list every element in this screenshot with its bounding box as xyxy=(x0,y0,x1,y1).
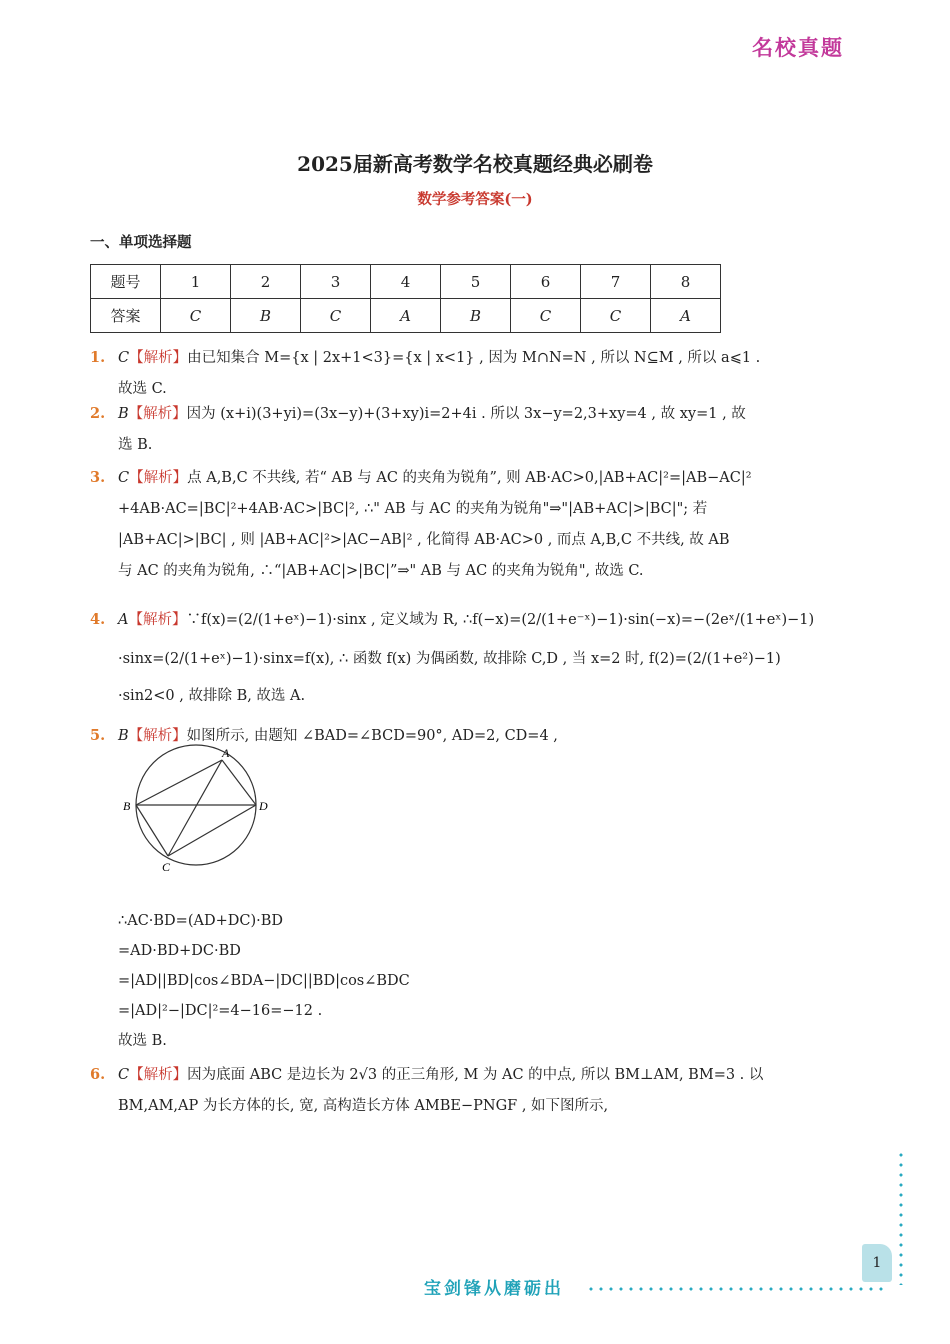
label-d: D xyxy=(259,799,268,813)
label-b: B xyxy=(123,799,131,813)
label-c: C xyxy=(162,860,171,874)
section-heading: 一、单项选择题 xyxy=(90,234,192,251)
solution-text: +4AB·AC=|BC|²+4AB·AC>|BC|², ∴" AB 与 AC 的夹角为锐角"⇒"|AB+AC|>|BC|"; 若 xyxy=(118,501,708,517)
question-number: 3. xyxy=(90,469,106,486)
table-cell: A xyxy=(371,299,441,333)
solution-text: ·sinx=(2/(1+eˣ)−1)·sinx=f(x), ∴ 函数 f(x) 为偶函数, 故排除 C,D , 当 x=2 时, f(2)=(2/(1+e²)−1) xyxy=(118,651,781,667)
solution-text: ·sin2<0 , 故排除 B, 故选 A. xyxy=(118,688,306,704)
question-number: 1. xyxy=(90,349,106,366)
derivation-line: =|AD|²−|DC|²=4−16=−12 . xyxy=(118,1003,323,1019)
solution-3 xyxy=(90,462,860,587)
solution-text: ∵f(x)=(2/(1+eˣ)−1)·sinx , 定义域为 R, ∴f(−x)=(2/(1+e⁻ˣ)−1)·sin(−x)=−(2eˣ/(1+eˣ)−1) xyxy=(186,612,815,628)
solution-text: 故选 C. xyxy=(118,381,167,397)
question-number: 5. xyxy=(90,727,106,744)
doc-subtitle: 数学参考答案(一) xyxy=(417,191,533,208)
table-cell: 8 xyxy=(651,265,721,299)
table-row xyxy=(91,265,721,299)
table-cell: B xyxy=(231,299,301,333)
segment-ad xyxy=(222,760,256,805)
table-cell: 3 xyxy=(301,265,371,299)
answer-letter: B xyxy=(118,728,129,744)
derivation-line: 故选 B. xyxy=(118,1033,167,1049)
table-cell: 答案 xyxy=(91,299,161,333)
solution-text: |AB+AC|>|BC| , 则 |AB+AC|²>|AC−AB|² , 化简得 AB·AC>0 , 而点 A,B,C 不共线, 故 AB xyxy=(118,532,730,548)
derivation-line: =|AD||BD|cos∠BDA−|DC||BD|cos∠BDC xyxy=(118,973,410,989)
q5-derivation xyxy=(118,906,410,1056)
header-tag: 名校真题 xyxy=(752,35,844,60)
analysis-label: 【解析】 xyxy=(128,406,187,422)
answer-letter: C xyxy=(118,1067,130,1083)
circle-quadrilateral-figure xyxy=(118,746,268,875)
table-cell: 2 xyxy=(231,265,301,299)
solution-text: 与 AC 的夹角为锐角, ∴“|AB+AC|>|BC|”⇒" AB 与 AC 的夹角为锐角", 故选 C. xyxy=(118,563,644,579)
table-cell: C xyxy=(511,299,581,333)
solution-text: 如图所示, 由题知 ∠BAD=∠BCD=90°, AD=2, CD=4 , xyxy=(186,728,558,744)
analysis-label: 【解析】 xyxy=(129,1067,188,1083)
solution-text: 点 A,B,C 不共线, 若“ AB 与 AC 的夹角为锐角”, 则 AB·AC>0,|AB+AC|²=|AB−AC|² xyxy=(187,470,752,486)
solution-text: 因为 (x+i)(3+yi)=(3x−y)+(3+xy)i=2+4i . 所以 3x−y=2,3+xy=4 , 故 xy=1 , 故 xyxy=(186,406,746,422)
answer-letter: A xyxy=(118,612,129,628)
answer-table xyxy=(90,264,721,333)
table-cell: C xyxy=(161,299,231,333)
answer-letter: B xyxy=(118,406,129,422)
analysis-label: 【解析】 xyxy=(128,728,187,744)
table-row xyxy=(91,299,721,333)
question-number: 4. xyxy=(90,611,106,628)
solution-text: 因为底面 ABC 是边长为 2√3 的正三角形, M 为 AC 的中点, 所以 BM⊥AM, BM=3 . 以 xyxy=(187,1067,764,1083)
segment-cd xyxy=(168,805,256,856)
solution-6 xyxy=(90,1059,860,1122)
table-cell: C xyxy=(301,299,371,333)
table-cell: 6 xyxy=(511,265,581,299)
table-cell: 题号 xyxy=(91,265,161,299)
answer-letter: C xyxy=(118,350,130,366)
question-number: 2. xyxy=(90,405,106,422)
table-cell: 4 xyxy=(371,265,441,299)
solution-2 xyxy=(90,398,860,461)
decorative-dots-vertical xyxy=(898,1150,904,1285)
table-cell: B xyxy=(441,299,511,333)
table-cell: C xyxy=(581,299,651,333)
derivation-line: ∴AC·BD=(AD+DC)·BD xyxy=(118,913,284,929)
page-number: 1 xyxy=(862,1244,892,1282)
table-cell: 1 xyxy=(161,265,231,299)
derivation-line: =AD·BD+DC·BD xyxy=(118,943,241,959)
solution-text: 选 B. xyxy=(118,437,153,453)
doc-title: 2025届新高考数学名校真题经典必刷卷 xyxy=(297,152,653,176)
footer-motto: 宝剑锋从磨砺出 xyxy=(424,1279,564,1299)
solution-text: 由已知集合 M={x | 2x+1<3}={x | x<1} , 因为 M∩N=N , 所以 N⊆M , 所以 a⩽1 . xyxy=(187,350,761,366)
solution-1 xyxy=(90,342,860,405)
solution-4 xyxy=(90,604,860,712)
label-a: A xyxy=(222,746,230,760)
analysis-label: 【解析】 xyxy=(129,470,188,486)
table-cell: 5 xyxy=(441,265,511,299)
segment-bc xyxy=(136,805,168,856)
answer-letter: C xyxy=(118,470,130,486)
question-number: 6. xyxy=(90,1066,106,1083)
table-cell: A xyxy=(651,299,721,333)
table-cell: 7 xyxy=(581,265,651,299)
solution-5 xyxy=(90,720,860,752)
analysis-label: 【解析】 xyxy=(129,350,188,366)
analysis-label: 【解析】 xyxy=(128,612,187,628)
decorative-dots-horizontal xyxy=(586,1287,886,1291)
solution-text: BM,AM,AP 为长方体的长, 宽, 高构造长方体 AMBE−PNGF , 如下图所示, xyxy=(118,1098,609,1114)
